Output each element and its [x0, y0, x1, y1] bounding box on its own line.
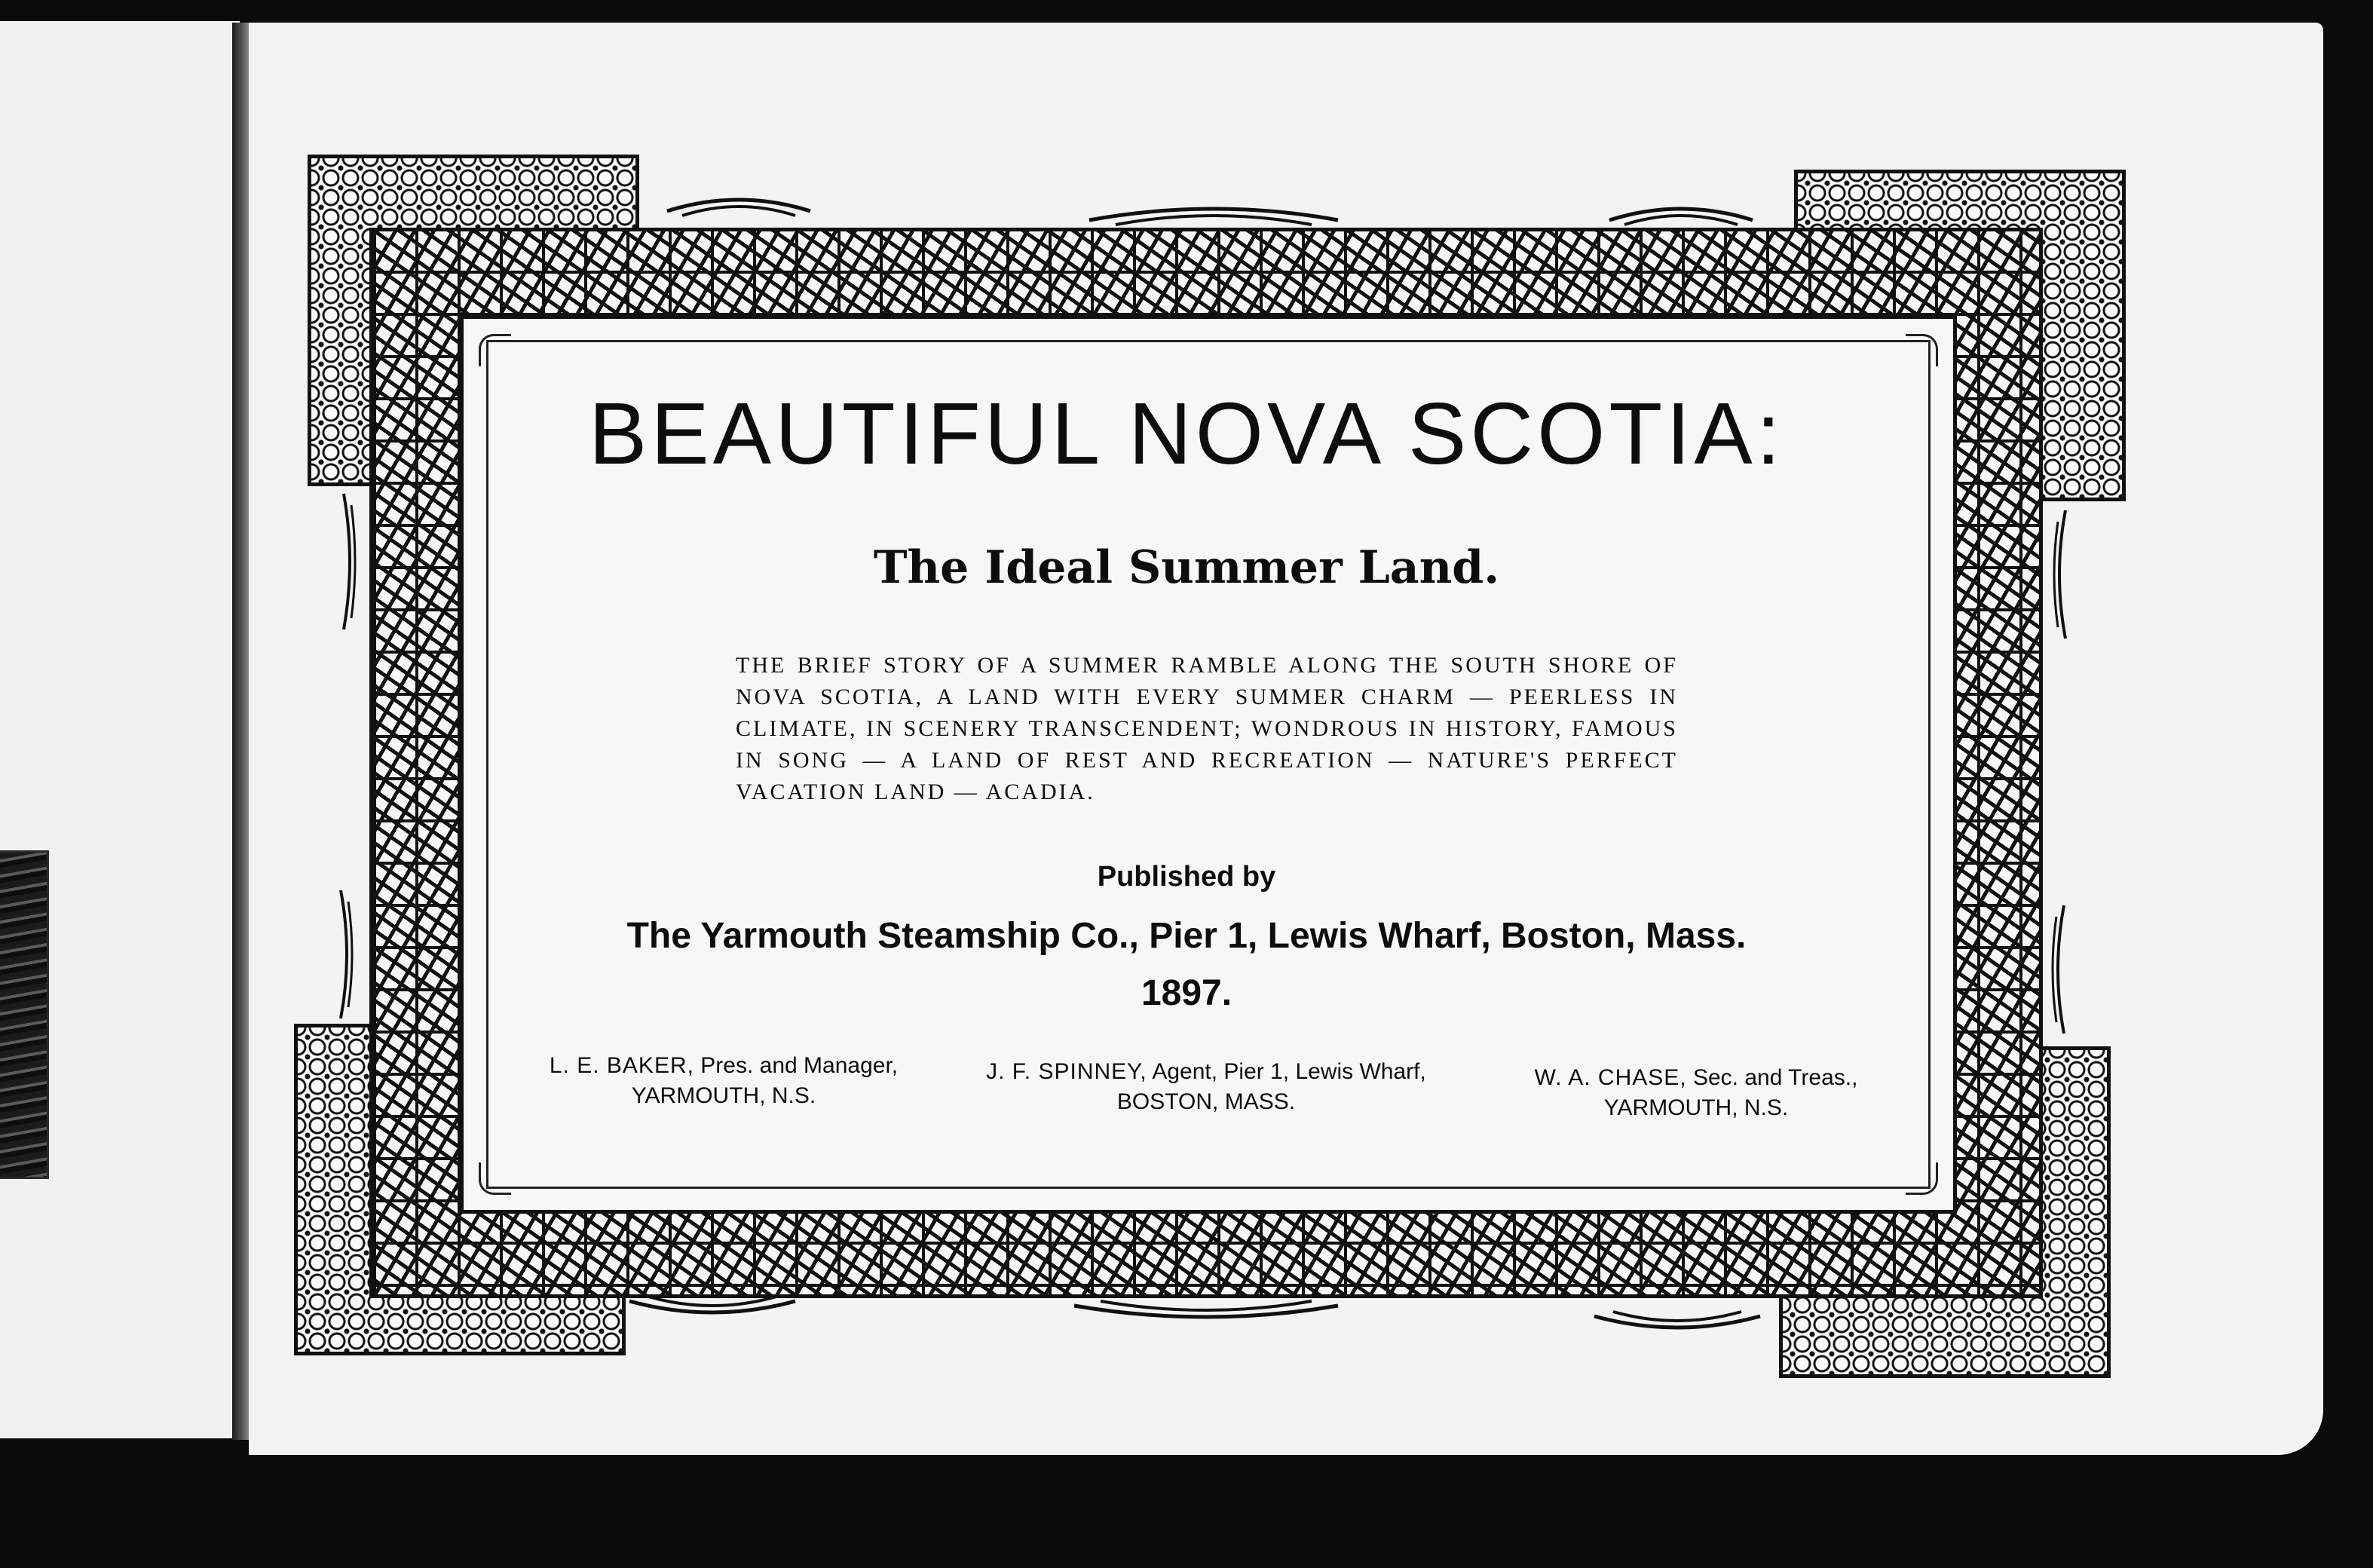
description-paragraph: THE BRIEF STORY OF A SUMMER RAMBLE ALONG THE SOUTH SHORE OF NOVA SCOTIA, A LAND WITH EVERY SUMMER CHARM — PEERLESS IN CLIMATE, IN SCENERY TRANSCENDENT; WONDROUS IN HISTORY, FAMOUS IN SONG — A LAND OF REST AND RECREATION — NATURE'S PERFECT VACATION LAND — ACADIA. [736, 653, 1678, 804]
corner-curl-bottom-right [1906, 1162, 1938, 1195]
officer-role: Pres. and Manager, [700, 1053, 899, 1078]
swash-ornament-bottom-right [1591, 1309, 1764, 1339]
officer-name: W. A. CHASE, [1534, 1065, 1687, 1090]
swash-ornament-bottom-center [1070, 1298, 1342, 1328]
officer-credit [520, 1051, 927, 1111]
page-subtitle: The Ideal Summer Land. [873, 541, 1500, 594]
corner-curl-top-right [1906, 334, 1938, 366]
swash-ornament-top-right [1606, 198, 1756, 228]
officer-location: BOSTON, MASS. [1116, 1089, 1296, 1114]
page-title: BEAUTIFUL NOVA SCOTIA: [588, 384, 1785, 482]
officer-location: YARMOUTH, N.S. [1603, 1095, 1789, 1120]
officer-location: YARMOUTH, N.S. [631, 1083, 816, 1108]
corner-curl-bottom-left [479, 1162, 511, 1195]
publication-year: 1897. [1141, 973, 1232, 1013]
officer-name: J. F. SPINNEY, [986, 1059, 1147, 1084]
officer-credit [1493, 1063, 1900, 1123]
corner-curl-top-left [479, 334, 511, 366]
publisher-line: The Yarmouth Steamship Co., Pier 1, Lewis Wharf, Boston, Mass. [626, 916, 1747, 956]
officer-role: Sec. and Treas., [1692, 1065, 1858, 1090]
officer-credit [965, 1057, 1447, 1117]
published-by-label: Published by [1097, 861, 1276, 893]
swash-ornament-bottom-left [626, 1294, 799, 1324]
facing-page-photo [0, 850, 49, 1179]
facing-page [0, 21, 240, 1438]
swash-ornament-top-left [663, 188, 814, 219]
swash-ornament-top-center [1085, 198, 1342, 228]
officer-role: Agent, Pier 1, Lewis Wharf, [1152, 1059, 1426, 1084]
officer-name: L. E. BAKER, [549, 1053, 694, 1078]
